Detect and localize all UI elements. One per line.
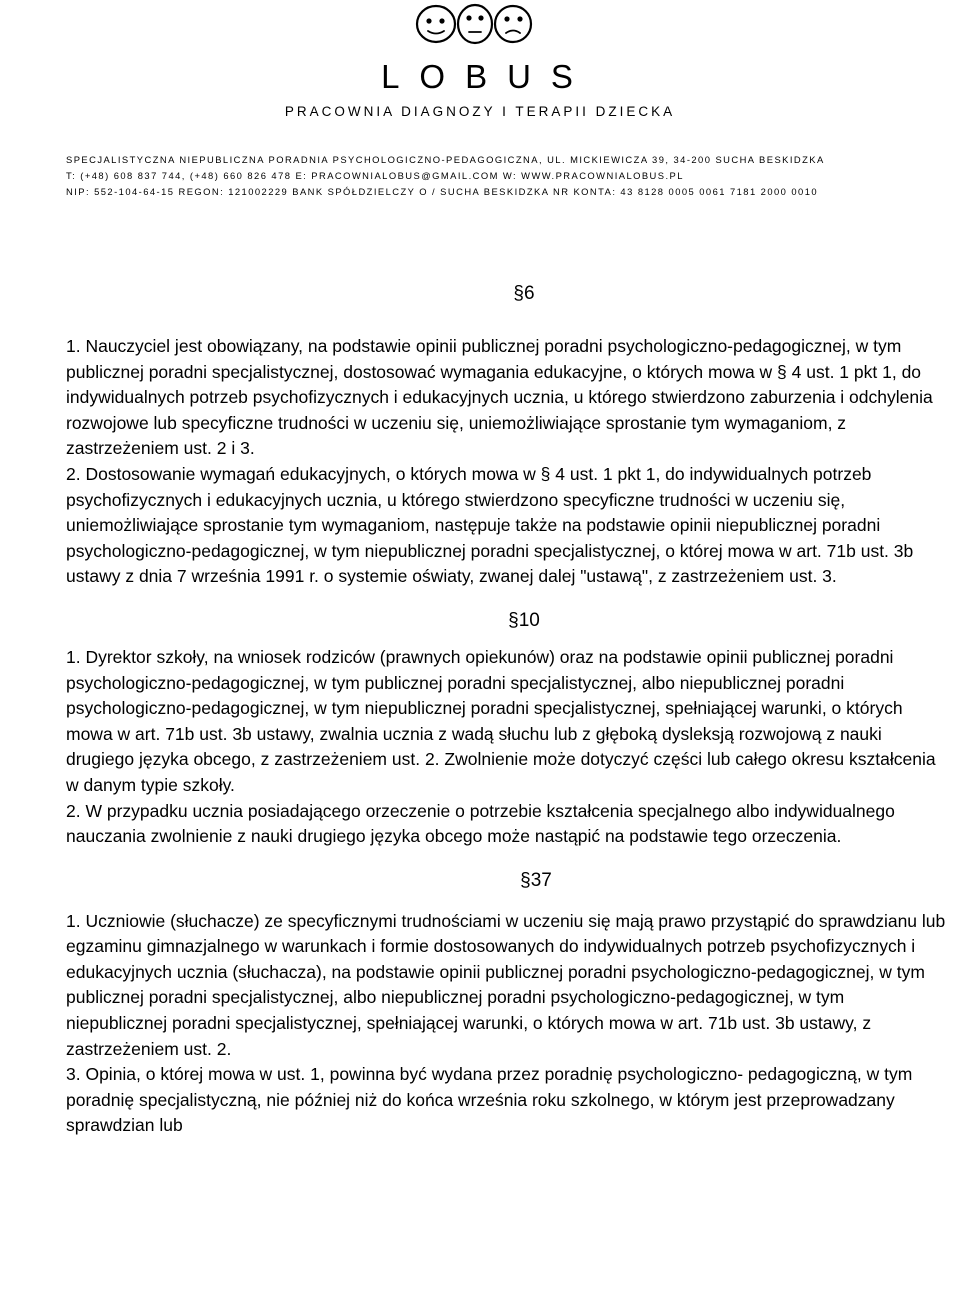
- section-heading: §37: [520, 869, 552, 891]
- document-body: [66, 282, 946, 1139]
- paragraph: 3. Opinia, o której mowa w ust. 1, powinna być wydana przez poradnię psychologiczno- pedagogiczną, w tym poradnię specjalistyczną, nie później niż do końca września roku szkolnego, w którym jest przeprowadzany sprawdzian lub: [66, 1064, 913, 1136]
- paragraph: 2. W przypadku ucznia posiadającego orzeczenie o potrzebie kształcenia specjalnego albo indywidualnego nauczania zwolnienie z nauki drugiego języka obcego może nastąpić na podstawie tego orzeczenia.: [66, 800, 895, 847]
- lobus-faces-logo-icon: [414, 2, 534, 46]
- section-heading: §6: [513, 283, 535, 304]
- header-contact-line: T: (+48) 608 837 744, (+48) 660 826 478 E: PRACOWNIALOBUS@GMAIL.COM W: WWW.PRACOWNIALOBUS.PL: [66, 170, 684, 181]
- section-heading: §10: [508, 609, 540, 631]
- header-address-line: SPECJALISTYCZNA NIEPUBLICZNA PORADNIA PSYCHOLOGICZNO-PEDAGOGICZNA, UL. MICKIEWICZA 39, 34-200 SUCHA BESKIDZKA: [66, 154, 825, 165]
- paragraph: 1. Dyrektor szkoły, na wniosek rodziców (prawnych opiekunów) oraz na podstawie opinii publicznej poradni psychologiczno-pedagogicznej, w tym publicznej poradni specjalistycznej, albo niepublicznej poradni psychologiczno-pedagogicznej, w tym niepublicznej poradni specjalistycznej, spełniającej warunki, o których mowa w art. 71b ust. 3b ustawy, zwalnia ucznia z wadą słuchu lub z głęboką dysleksją rozwojową z nauki drugiego języka obcego, z zastrzeżeniem ust. 2. Zwolnienie może dotyczyć części lub całego okresu kształcenia w danym typie szkoły.: [66, 646, 936, 795]
- header-registry-line: NIP: 552-104-64-15 REGON: 121002229 BANK SPÓŁDZIELCZY O / SUCHA BESKIDZKA NR KONTA: 43 8128 0005 0061 7181 2000 0010: [66, 186, 819, 197]
- paragraph: 2. Dostosowanie wymagań edukacyjnych, o których mowa w § 4 ust. 1 pkt 1, do indywidualnych potrzeb psychofizycznych i edukacyjnych ucznia, u którego stwierdzono specyficzne trudności w uczeniu się, uniemożliwiające sprostanie tym wymaganiom, następuje także na podstawie opinii niepublicznej poradni psychologiczno-pedagogicznej, w tym niepublicznej poradni specjalistycznej, o której mowa w art. 71b ust. 3b ustawy z dnia 7 września 1991 r. o systemie oświaty, zwanej dalej "ustawą", z zastrzeżeniem ust. 3.: [66, 463, 914, 587]
- paragraph: 1. Nauczyciel jest obowiązany, na podstawie opinii publicznej poradni psychologiczno-pedagogicznej, w tym publicznej poradni specjalistycznej, dostosować wymagania edukacyjne, o których mowa w § 4 ust. 1 pkt 1, do indywidualnych potrzeb psychofizycznych i edukacyjnych ucznia, u którego stwierdzono zaburzenia i odchylenia rozwojowe lub specyficzne trudności w uczeniu się, uniemożliwiające sprostanie tym wymaganiom, z zastrzeżeniem ust. 2 i 3.: [66, 336, 933, 459]
- brand-name: LOBUS: [381, 58, 593, 95]
- brand-subtitle: PRACOWNIA DIAGNOZY I TERAPII DZIECKA: [284, 104, 676, 119]
- paragraph: 1. Uczniowie (słuchacze) ze specyficznymi trudnościami w uczeniu się mają prawo przystąpić do sprawdzianu lub egzaminu gimnazjalnego w warunkach i formie dostosowanych do indywidualnych potrzeb psychofizycznych i edukacyjnych ucznia (słuchacza), na podstawie opinii publicznej poradni psychologiczno-pedagogicznej, w tym publicznej poradni specjalistycznej, albo niepublicznej poradni psychologiczno-pedagogicznej, w tym niepublicznej poradni specjalistycznej, spełniającej warunki, o których mowa w art. 71b ust. 3b ustawy, z zastrzeżeniem ust. 2.: [66, 910, 946, 1059]
